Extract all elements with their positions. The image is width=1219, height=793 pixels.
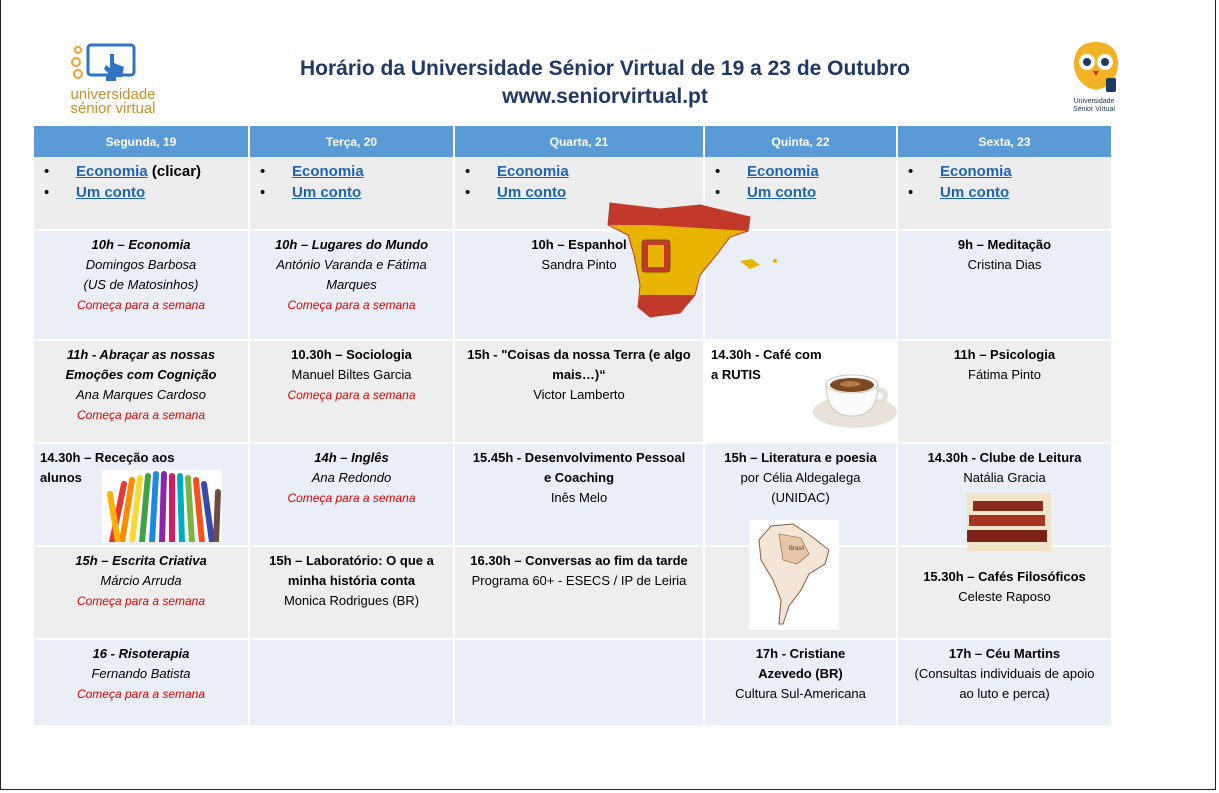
colored-pencils-image xyxy=(102,470,222,542)
session-cell xyxy=(897,340,1112,443)
session-presenter: Márcio Arruda xyxy=(100,573,182,588)
session-title: 14.30h - Clube de Leitura xyxy=(927,450,1082,465)
title-line: Horário da Universidade Sénior Virtual de 19 a 23 de Outubro xyxy=(300,57,910,80)
session-title: 11h - Abraçar as nossas Emoções com Cognição xyxy=(65,347,217,382)
session-note: Começa para a semana xyxy=(287,491,416,505)
session-presenter: António Varanda e Fátima Marques xyxy=(276,257,427,292)
session-note: Começa para a semana xyxy=(76,594,206,608)
session-presenter: Domingos Barbosa xyxy=(85,257,197,272)
session-cell xyxy=(454,639,704,726)
books-image xyxy=(967,493,1051,551)
session-extra: (US de Matosinhos) xyxy=(83,277,199,292)
session-note: Começa para a semana xyxy=(287,388,416,402)
logo-left-text: universidade sénior virtual xyxy=(70,86,156,117)
session-cell xyxy=(34,546,249,639)
logo-owl xyxy=(1066,38,1126,120)
session-title: 16 - Risoterapia xyxy=(92,646,190,661)
session-presenter: Manuel Biltes Garcia xyxy=(291,367,412,382)
coffee-cup-image xyxy=(812,364,898,430)
session-cell xyxy=(454,340,704,443)
session-title: 10h – Lugares do Mundo xyxy=(274,237,429,252)
session-note: Começa para a semana xyxy=(76,408,206,422)
economia-link[interactable]: Economia xyxy=(940,163,1012,180)
day-header: Sexta, 23 xyxy=(897,126,1112,157)
session-title: 15h - "Coisas da nossa Terra (e algo mais…)“ xyxy=(467,347,691,382)
session-title: 15.30h – Cafés Filosóficos xyxy=(923,569,1086,584)
session-title: 11h – Psicologia xyxy=(953,347,1056,362)
session-title: 14.30h - Café com a RUTIS xyxy=(711,347,822,382)
day-header: Terça, 20 xyxy=(249,126,454,157)
session-presenter: por Célia Aldegalega xyxy=(740,470,861,485)
session-title: 9h – Meditação xyxy=(957,237,1052,252)
links-cell: • Economia • Um conto xyxy=(897,157,1112,230)
session-presenter: Ana Redondo xyxy=(311,470,392,485)
links-cell: • Economia • Um conto xyxy=(704,157,897,230)
conto-link[interactable]: Um conto xyxy=(747,184,817,201)
conto-link[interactable]: Um conto xyxy=(940,184,1010,201)
clicar-label: (clicar) xyxy=(151,163,202,180)
day-header: Segunda, 19 xyxy=(34,126,249,157)
session-cell xyxy=(34,639,249,726)
session-cell xyxy=(897,546,1112,639)
session-presenter: Ana Marques Cardoso xyxy=(75,387,207,402)
session-presenter: Sandra Pinto xyxy=(541,257,617,272)
links-cell: • Economia (clicar) • Um conto xyxy=(34,157,249,230)
schedule-row xyxy=(34,230,1112,340)
session-title: 10h – Espanhol xyxy=(531,237,627,252)
session-presenter: Fátima Pinto xyxy=(968,367,1041,382)
session-title: 15h – Literatura e poesia xyxy=(724,450,877,465)
links-cell: • Economia • Um conto xyxy=(249,157,454,230)
session-presenter: Fernando Batista xyxy=(91,666,191,681)
session-title: 17h - Cristiane Azevedo (BR) xyxy=(755,646,846,681)
computer-hand-icon xyxy=(48,40,178,90)
session-note: Começa para a semana xyxy=(287,298,416,312)
session-title: 10h – Economia xyxy=(91,237,191,252)
session-title: 14.30h – Receção aos alunos xyxy=(40,450,175,485)
website-url[interactable]: www.seniorvirtual.pt xyxy=(502,85,708,108)
session-cell xyxy=(454,443,704,546)
logo-universidade-senior-virtual xyxy=(48,40,178,120)
economia-link[interactable]: Economia xyxy=(76,163,148,180)
economia-link[interactable]: Economia xyxy=(747,163,819,180)
session-note: Começa para a semana xyxy=(76,298,206,312)
schedule-row xyxy=(34,340,1112,443)
economia-link[interactable]: Economia xyxy=(292,163,364,180)
session-cell xyxy=(249,340,454,443)
session-extra: (UNIDAC) xyxy=(771,490,830,505)
session-cell xyxy=(897,639,1112,726)
day-header: Quinta, 22 xyxy=(704,126,897,157)
session-cell xyxy=(454,546,704,639)
conto-link[interactable]: Um conto xyxy=(497,184,567,201)
economia-link[interactable]: Economia xyxy=(497,163,569,180)
owl-icon xyxy=(1066,38,1126,98)
spain-map-image xyxy=(600,195,785,325)
conto-link[interactable]: Um conto xyxy=(76,184,146,201)
schedule-row xyxy=(34,546,1112,639)
schedule-row xyxy=(34,639,1112,726)
day-header: Quarta, 21 xyxy=(454,126,704,157)
session-cell xyxy=(34,340,249,443)
header-row xyxy=(34,126,1112,157)
session-cell xyxy=(249,639,454,726)
session-title: 15h – Laboratório: O que a minha história conta xyxy=(269,553,434,588)
session-presenter: Celeste Raposo xyxy=(958,589,1051,604)
session-presenter: Programa 60+ - ESECS / IP de Leiria xyxy=(471,573,687,588)
session-cell xyxy=(249,546,454,639)
session-cell xyxy=(34,230,249,340)
session-presenter: Cristina Dias xyxy=(967,257,1042,272)
session-title: 15.45h - Desenvolvimento Pessoal e Coaching xyxy=(472,450,686,485)
map-label: Brasil xyxy=(789,546,805,552)
links-cell: • Economia • Um conto xyxy=(454,157,704,230)
session-presenter: Natália Gracia xyxy=(963,470,1046,485)
session-cell xyxy=(249,230,454,340)
page-title xyxy=(230,55,980,111)
conto-link[interactable]: Um conto xyxy=(292,184,362,201)
session-cell xyxy=(249,443,454,546)
schedule-table xyxy=(34,126,1113,727)
session-title: 17h – Céu Martins xyxy=(948,646,1061,661)
session-title: 14h – Inglês xyxy=(314,450,389,465)
session-note: Começa para a semana xyxy=(76,687,206,701)
session-presenter: (Consultas individuais de apoio ao luto e perca) xyxy=(914,666,1095,701)
links-row xyxy=(34,157,1112,230)
session-cell xyxy=(704,639,897,726)
session-presenter: Monica Rodrigues (BR) xyxy=(283,593,420,608)
session-presenter: Inês Melo xyxy=(550,490,608,505)
logo-right-text: Universidade Sénior Virtual xyxy=(1073,98,1115,113)
session-title: 16.30h – Conversas ao fim da tarde xyxy=(470,553,688,568)
session-title: 15h – Escrita Criativa xyxy=(75,553,207,568)
south-america-map-image xyxy=(749,520,839,630)
session-presenter: Cultura Sul-Americana xyxy=(735,686,866,701)
session-title: 10.30h – Sociologia xyxy=(291,347,412,362)
session-cell xyxy=(897,230,1112,340)
session-presenter: Victor Lamberto xyxy=(533,387,625,402)
